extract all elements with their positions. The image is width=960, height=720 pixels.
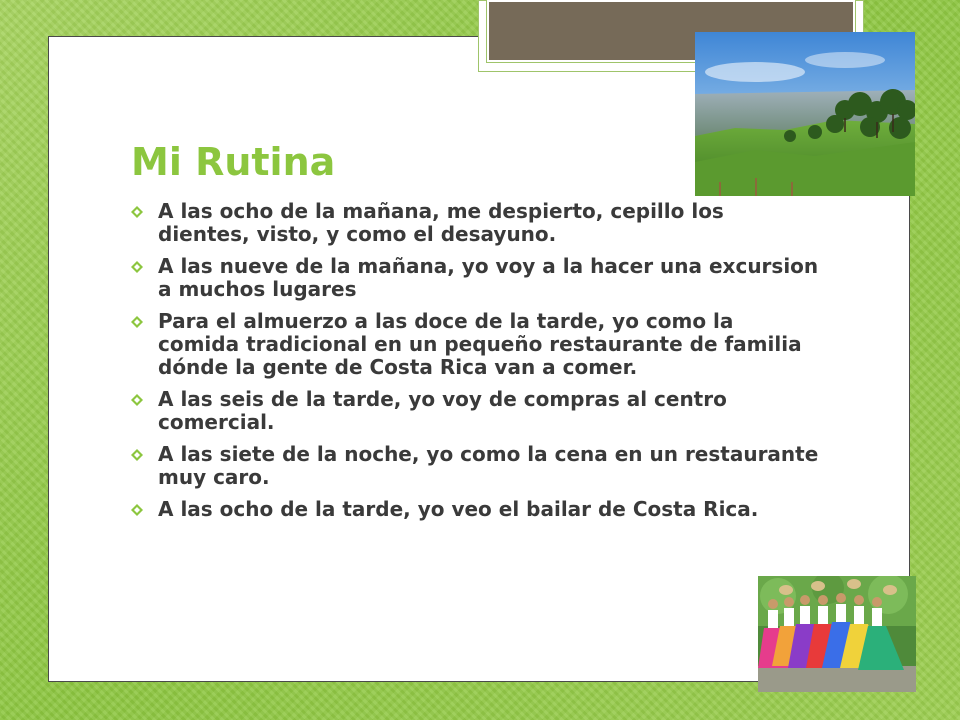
diamond-bullet-icon [131, 261, 143, 273]
bullet-text: A las siete de la noche, yo como la cena en un restaurante muy caro. [158, 442, 819, 489]
diamond-bullet-icon [131, 206, 143, 218]
costa-rica-landscape-photo [695, 32, 915, 196]
diamond-bullet-icon [131, 504, 143, 516]
diamond-bullet-icon [131, 394, 143, 406]
bullet-text: A las seis de la tarde, yo voy de compras al centro comercial. [158, 387, 727, 434]
bullet-text: A las nueve de la mañana, yo voy a la hacer una excursion a muchos lugares [158, 254, 819, 301]
folk-dancers-photo [758, 576, 916, 692]
bullet-item [131, 388, 821, 434]
bullet-text: Para el almuerzo a las doce de la tarde, yo como la comida tradicional en un pequeño restaurante de familia dónde la gente de Costa Rica van a comer. [158, 309, 802, 379]
diamond-bullet-icon [131, 316, 143, 328]
bullet-item [131, 443, 821, 489]
bullet-text: A las ocho de la mañana, me despierto, cepillo los dientes, visto, y como el desayuno. [158, 199, 724, 246]
bullet-item [131, 200, 821, 246]
bullet-list [131, 200, 821, 530]
bullet-text: A las ocho de la tarde, yo veo el bailar de Costa Rica. [158, 497, 759, 521]
slide-title: Mi Rutina [131, 140, 336, 184]
diamond-bullet-icon [131, 449, 143, 461]
bullet-item [131, 498, 821, 521]
bullet-item [131, 310, 821, 379]
bullet-item [131, 255, 821, 301]
